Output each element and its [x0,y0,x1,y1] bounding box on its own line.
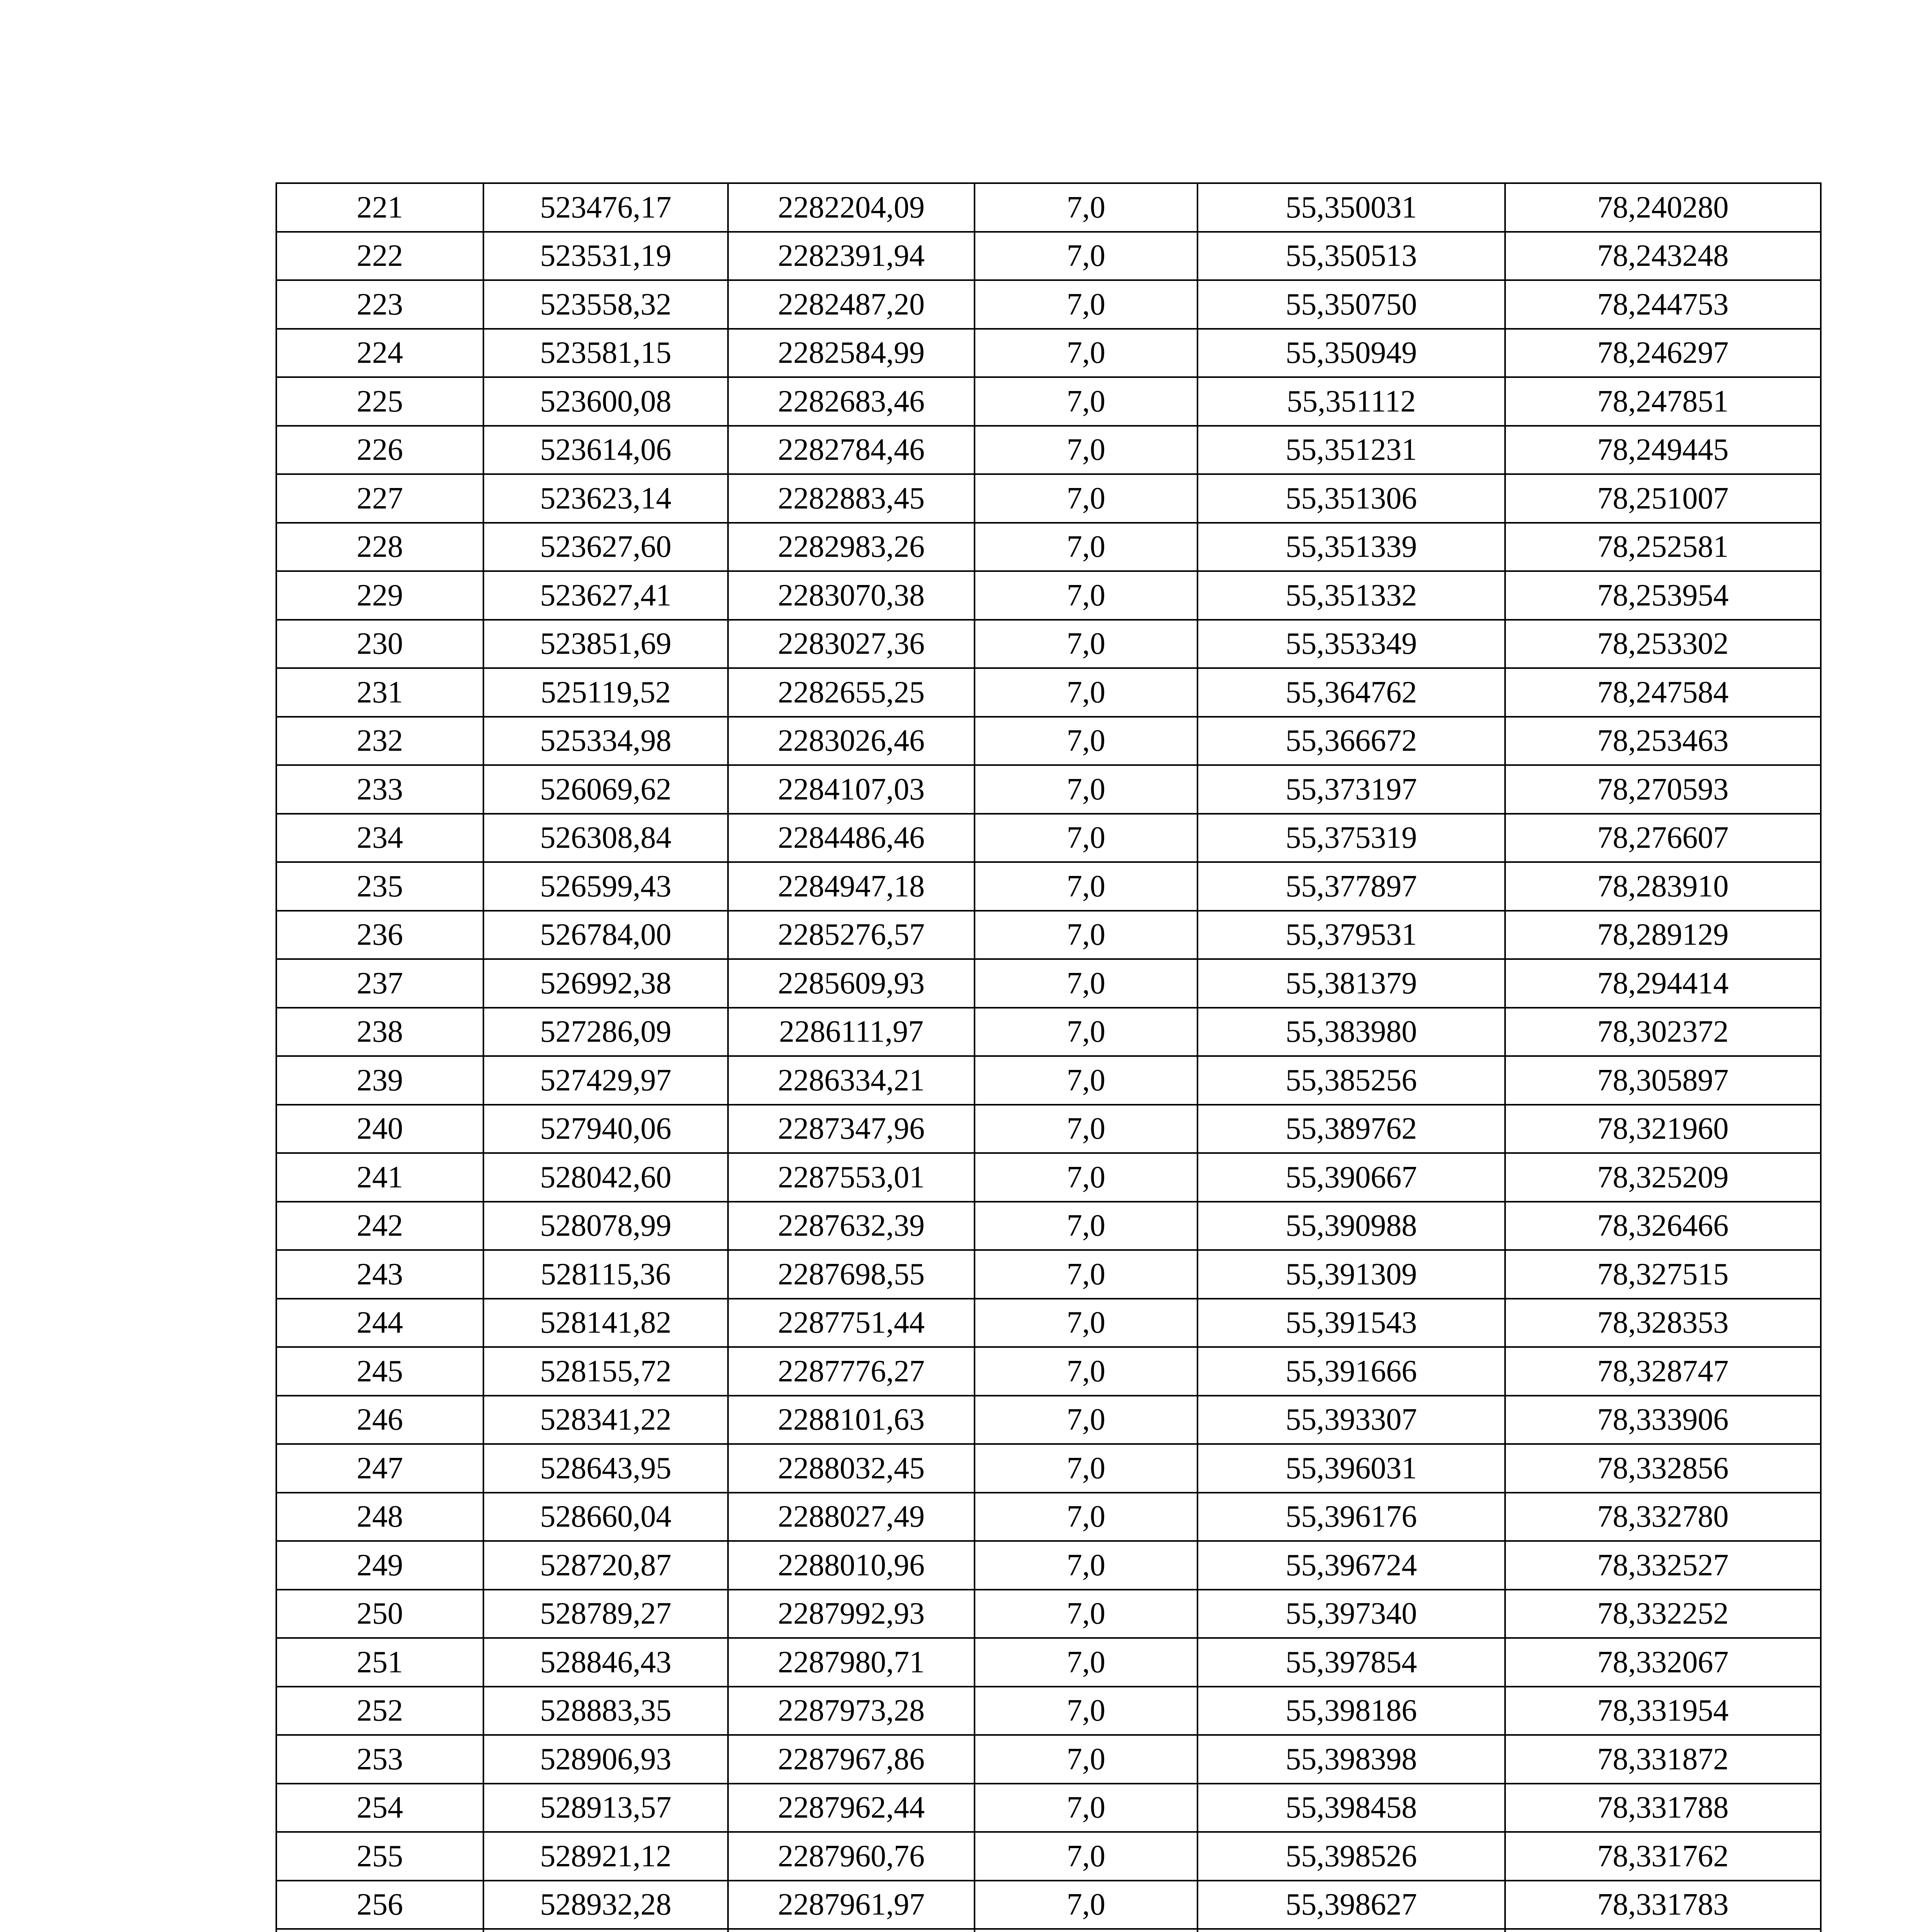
table-row [276,377,1821,426]
point-number-cell: 224 [276,329,483,378]
latitude-cell: 55,351231 [1197,426,1505,474]
point-number-cell: 238 [276,1008,483,1056]
latitude-cell: 55,389762 [1197,1105,1505,1153]
longitude-cell: 78,332856 [1505,1444,1821,1493]
y-coordinate-cell: 2282204,09 [728,183,975,232]
latitude-cell: 55,390667 [1197,1153,1505,1202]
accuracy-cell: 7,0 [975,911,1197,959]
longitude-cell: 78,325209 [1505,1153,1821,1202]
y-coordinate-cell: 2284947,18 [728,862,975,911]
accuracy-cell: 7,0 [975,620,1197,668]
accuracy-cell: 7,0 [975,183,1197,232]
point-number-cell: 241 [276,1153,483,1202]
x-coordinate-cell: 528883,35 [483,1687,728,1735]
latitude-cell: 55,350750 [1197,280,1505,329]
table-row [276,1202,1821,1250]
latitude-cell: 55,351112 [1197,377,1505,426]
x-coordinate-cell: 528660,04 [483,1493,728,1541]
latitude-cell: 55,375319 [1197,814,1505,862]
longitude-cell: 78,253463 [1505,717,1821,765]
table-row [276,959,1821,1008]
latitude-cell: 55,391666 [1197,1347,1505,1396]
y-coordinate-cell: 2287751,44 [728,1299,975,1347]
longitude-cell [1505,1929,1821,1932]
table-row [276,668,1821,717]
y-coordinate-cell: 2288010,96 [728,1541,975,1590]
y-coordinate-cell: 2283027,36 [728,620,975,668]
latitude-cell: 55,351339 [1197,523,1505,571]
latitude-cell: 55,350949 [1197,329,1505,378]
point-number-cell: 221 [276,183,483,232]
longitude-cell: 78,253302 [1505,620,1821,668]
table-row [276,1687,1821,1735]
accuracy-cell: 7,0 [975,1444,1197,1493]
point-number-cell: 234 [276,814,483,862]
accuracy-cell: 7,0 [975,1638,1197,1687]
point-number-cell: 231 [276,668,483,717]
y-coordinate-cell: 2285609,93 [728,959,975,1008]
point-number-cell: 223 [276,280,483,329]
table-row [276,717,1821,765]
longitude-cell: 78,305897 [1505,1056,1821,1105]
x-coordinate-cell: 528906,93 [483,1735,728,1784]
longitude-cell: 78,294414 [1505,959,1821,1008]
y-coordinate-cell: 2282983,26 [728,523,975,571]
point-number-cell: 232 [276,717,483,765]
accuracy-cell: 7,0 [975,1105,1197,1153]
accuracy-cell: 7,0 [975,1396,1197,1444]
table-row [276,1638,1821,1687]
latitude-cell: 55,383980 [1197,1008,1505,1056]
latitude-cell: 55,353349 [1197,620,1505,668]
y-coordinate-cell: 2287698,55 [728,1250,975,1299]
table-row [276,1784,1821,1832]
point-number-cell: 229 [276,571,483,620]
latitude-cell: 55,364762 [1197,668,1505,717]
table-row [276,232,1821,281]
y-coordinate-cell: 2283026,46 [728,717,975,765]
latitude-cell: 55,391543 [1197,1299,1505,1347]
latitude-cell: 55,398398 [1197,1735,1505,1784]
table-row [276,862,1821,911]
x-coordinate-cell: 523627,60 [483,523,728,571]
longitude-cell: 78,331788 [1505,1784,1821,1832]
table-row [276,765,1821,814]
accuracy-cell: 7,0 [975,426,1197,474]
latitude-cell: 55,398627 [1197,1881,1505,1929]
y-coordinate-cell: 2287347,96 [728,1105,975,1153]
table-row [276,1590,1821,1638]
accuracy-cell: 7,0 [975,717,1197,765]
table-row [276,1396,1821,1444]
y-coordinate-cell: 2282784,46 [728,426,975,474]
y-coordinate-cell: 2288101,63 [728,1396,975,1444]
accuracy-cell: 7,0 [975,571,1197,620]
accuracy-cell: 7,0 [975,1590,1197,1638]
x-coordinate-cell: 528042,60 [483,1153,728,1202]
table-row [276,911,1821,959]
point-number-cell: 242 [276,1202,483,1250]
longitude-cell: 78,332252 [1505,1590,1821,1638]
point-number-cell: 250 [276,1590,483,1638]
latitude-cell: 55,398526 [1197,1832,1505,1881]
longitude-cell: 78,283910 [1505,862,1821,911]
longitude-cell: 78,247584 [1505,668,1821,717]
table-row [276,620,1821,668]
latitude-cell: 55,393307 [1197,1396,1505,1444]
y-coordinate-cell: 2287967,86 [728,1735,975,1784]
x-coordinate-cell [483,1929,728,1932]
x-coordinate-cell: 523614,06 [483,426,728,474]
point-number-cell: 236 [276,911,483,959]
point-number-cell: 252 [276,1687,483,1735]
accuracy-cell: 7,0 [975,1056,1197,1105]
accuracy-cell: 7,0 [975,1784,1197,1832]
longitude-cell: 78,332780 [1505,1493,1821,1541]
longitude-cell: 78,328353 [1505,1299,1821,1347]
x-coordinate-cell: 523531,19 [483,232,728,281]
longitude-cell: 78,270593 [1505,765,1821,814]
x-coordinate-cell: 523558,32 [483,280,728,329]
y-coordinate-cell [728,1929,975,1932]
longitude-cell: 78,332067 [1505,1638,1821,1687]
x-coordinate-cell: 528789,27 [483,1590,728,1638]
longitude-cell: 78,249445 [1505,426,1821,474]
point-number-cell: 245 [276,1347,483,1396]
point-number-cell: 237 [276,959,483,1008]
x-coordinate-cell: 528078,99 [483,1202,728,1250]
accuracy-cell: 7,0 [975,329,1197,378]
x-coordinate-cell: 523623,14 [483,474,728,523]
point-number-cell: 251 [276,1638,483,1687]
x-coordinate-cell: 523627,41 [483,571,728,620]
accuracy-cell: 7,0 [975,1153,1197,1202]
y-coordinate-cell: 2287553,01 [728,1153,975,1202]
point-number-cell: 255 [276,1832,483,1881]
point-number-cell: 256 [276,1881,483,1929]
latitude-cell: 55,351332 [1197,571,1505,620]
point-number-cell: 228 [276,523,483,571]
table-row [276,1881,1821,1929]
longitude-cell: 78,253954 [1505,571,1821,620]
y-coordinate-cell: 2287980,71 [728,1638,975,1687]
longitude-cell: 78,243248 [1505,232,1821,281]
y-coordinate-cell: 2287960,76 [728,1832,975,1881]
x-coordinate-cell: 528115,36 [483,1250,728,1299]
table-row [276,1299,1821,1347]
longitude-cell: 78,328747 [1505,1347,1821,1396]
x-coordinate-cell: 528341,22 [483,1396,728,1444]
accuracy-cell: 7,0 [975,1299,1197,1347]
y-coordinate-cell: 2282683,46 [728,377,975,426]
latitude-cell: 55,398458 [1197,1784,1505,1832]
accuracy-cell: 7,0 [975,862,1197,911]
point-number-cell: 247 [276,1444,483,1493]
point-number-cell: 227 [276,474,483,523]
longitude-cell: 78,321960 [1505,1105,1821,1153]
accuracy-cell: 7,0 [975,523,1197,571]
y-coordinate-cell: 2287973,28 [728,1687,975,1735]
y-coordinate-cell: 2282487,20 [728,280,975,329]
longitude-cell: 78,240280 [1505,183,1821,232]
y-coordinate-cell: 2287632,39 [728,1202,975,1250]
latitude-cell: 55,350031 [1197,183,1505,232]
longitude-cell: 78,289129 [1505,911,1821,959]
point-number-cell: 249 [276,1541,483,1590]
longitude-cell: 78,244753 [1505,280,1821,329]
point-number-cell: 225 [276,377,483,426]
latitude-cell: 55,398186 [1197,1687,1505,1735]
y-coordinate-cell: 2286334,21 [728,1056,975,1105]
accuracy-cell: 7,0 [975,1008,1197,1056]
longitude-cell: 78,331954 [1505,1687,1821,1735]
table-row [276,1832,1821,1881]
x-coordinate-cell: 528921,12 [483,1832,728,1881]
point-number-cell [276,1929,483,1932]
table-row [276,1105,1821,1153]
y-coordinate-cell: 2287962,44 [728,1784,975,1832]
x-coordinate-cell: 527940,06 [483,1105,728,1153]
table-row [276,1056,1821,1105]
table-row [276,329,1821,378]
y-coordinate-cell: 2282883,45 [728,474,975,523]
y-coordinate-cell: 2283070,38 [728,571,975,620]
latitude-cell: 55,396031 [1197,1444,1505,1493]
y-coordinate-cell: 2282391,94 [728,232,975,281]
x-coordinate-cell: 525334,98 [483,717,728,765]
x-coordinate-cell: 526069,62 [483,765,728,814]
latitude-cell [1197,1929,1505,1932]
accuracy-cell: 7,0 [975,1347,1197,1396]
x-coordinate-cell: 527429,97 [483,1056,728,1105]
accuracy-cell: 7,0 [975,474,1197,523]
point-number-cell: 243 [276,1250,483,1299]
accuracy-cell: 7,0 [975,280,1197,329]
x-coordinate-cell: 525119,52 [483,668,728,717]
longitude-cell: 78,332527 [1505,1541,1821,1590]
table-row [276,474,1821,523]
point-number-cell: 244 [276,1299,483,1347]
table-row [276,1444,1821,1493]
point-number-cell: 246 [276,1396,483,1444]
table-row [276,1250,1821,1299]
table-row [276,1347,1821,1396]
y-coordinate-cell: 2287961,97 [728,1881,975,1929]
latitude-cell: 55,397340 [1197,1590,1505,1638]
y-coordinate-cell: 2282584,99 [728,329,975,378]
x-coordinate-cell: 526308,84 [483,814,728,862]
latitude-cell: 55,397854 [1197,1638,1505,1687]
x-coordinate-cell: 528846,43 [483,1638,728,1687]
y-coordinate-cell: 2288032,45 [728,1444,975,1493]
x-coordinate-cell: 523600,08 [483,377,728,426]
latitude-cell: 55,379531 [1197,911,1505,959]
table-row [276,814,1821,862]
latitude-cell: 55,381379 [1197,959,1505,1008]
x-coordinate-cell: 528155,72 [483,1347,728,1396]
point-number-cell: 248 [276,1493,483,1541]
y-coordinate-cell: 2287992,93 [728,1590,975,1638]
x-coordinate-cell: 523581,15 [483,329,728,378]
latitude-cell: 55,377897 [1197,862,1505,911]
longitude-cell: 78,247851 [1505,377,1821,426]
accuracy-cell: 7,0 [975,1687,1197,1735]
accuracy-cell [975,1929,1197,1932]
accuracy-cell: 7,0 [975,765,1197,814]
accuracy-cell: 7,0 [975,668,1197,717]
x-coordinate-cell: 528643,95 [483,1444,728,1493]
latitude-cell: 55,350513 [1197,232,1505,281]
latitude-cell: 55,373197 [1197,765,1505,814]
point-number-cell: 226 [276,426,483,474]
table-row [276,1493,1821,1541]
longitude-cell: 78,252581 [1505,523,1821,571]
y-coordinate-cell: 2285276,57 [728,911,975,959]
y-coordinate-cell: 2286111,97 [728,1008,975,1056]
x-coordinate-cell: 528141,82 [483,1299,728,1347]
x-coordinate-cell: 526784,00 [483,911,728,959]
accuracy-cell: 7,0 [975,1202,1197,1250]
table-row [276,426,1821,474]
y-coordinate-cell: 2287776,27 [728,1347,975,1396]
table-row [276,280,1821,329]
accuracy-cell: 7,0 [975,814,1197,862]
x-coordinate-cell: 528932,28 [483,1881,728,1929]
latitude-cell: 55,351306 [1197,474,1505,523]
point-number-cell: 235 [276,862,483,911]
x-coordinate-cell: 526599,43 [483,862,728,911]
longitude-cell: 78,333906 [1505,1396,1821,1444]
x-coordinate-cell: 523476,17 [483,183,728,232]
x-coordinate-cell: 528913,57 [483,1784,728,1832]
x-coordinate-cell: 523851,69 [483,620,728,668]
accuracy-cell: 7,0 [975,959,1197,1008]
accuracy-cell: 7,0 [975,1250,1197,1299]
point-number-cell: 230 [276,620,483,668]
accuracy-cell: 7,0 [975,1541,1197,1590]
x-coordinate-cell: 528720,87 [483,1541,728,1590]
point-number-cell: 253 [276,1735,483,1784]
accuracy-cell: 7,0 [975,1735,1197,1784]
accuracy-cell: 7,0 [975,232,1197,281]
accuracy-cell: 7,0 [975,1493,1197,1541]
longitude-cell: 78,327515 [1505,1250,1821,1299]
accuracy-cell: 7,0 [975,377,1197,426]
table-row [276,1541,1821,1590]
accuracy-cell: 7,0 [975,1832,1197,1881]
y-coordinate-cell: 2282655,25 [728,668,975,717]
x-coordinate-cell: 526992,38 [483,959,728,1008]
y-coordinate-cell: 2288027,49 [728,1493,975,1541]
point-number-cell: 254 [276,1784,483,1832]
table-row [276,1153,1821,1202]
latitude-cell: 55,396724 [1197,1541,1505,1590]
longitude-cell: 78,331872 [1505,1735,1821,1784]
longitude-cell: 78,331762 [1505,1832,1821,1881]
latitude-cell: 55,366672 [1197,717,1505,765]
coordinates-table [276,182,1822,1932]
y-coordinate-cell: 2284107,03 [728,765,975,814]
table-row [276,571,1821,620]
longitude-cell: 78,276607 [1505,814,1821,862]
point-number-cell: 240 [276,1105,483,1153]
table-row [276,1735,1821,1784]
longitude-cell: 78,246297 [1505,329,1821,378]
y-coordinate-cell: 2284486,46 [728,814,975,862]
latitude-cell: 55,396176 [1197,1493,1505,1541]
longitude-cell: 78,331783 [1505,1881,1821,1929]
longitude-cell: 78,326466 [1505,1202,1821,1250]
table-row [276,183,1821,232]
point-number-cell: 222 [276,232,483,281]
point-number-cell: 233 [276,765,483,814]
longitude-cell: 78,302372 [1505,1008,1821,1056]
table-row [276,1929,1821,1932]
latitude-cell: 55,385256 [1197,1056,1505,1105]
coordinates-table-body [276,183,1821,1932]
table-row [276,523,1821,571]
longitude-cell: 78,251007 [1505,474,1821,523]
x-coordinate-cell: 527286,09 [483,1008,728,1056]
table-row [276,1008,1821,1056]
accuracy-cell: 7,0 [975,1881,1197,1929]
point-number-cell: 239 [276,1056,483,1105]
latitude-cell: 55,391309 [1197,1250,1505,1299]
latitude-cell: 55,390988 [1197,1202,1505,1250]
